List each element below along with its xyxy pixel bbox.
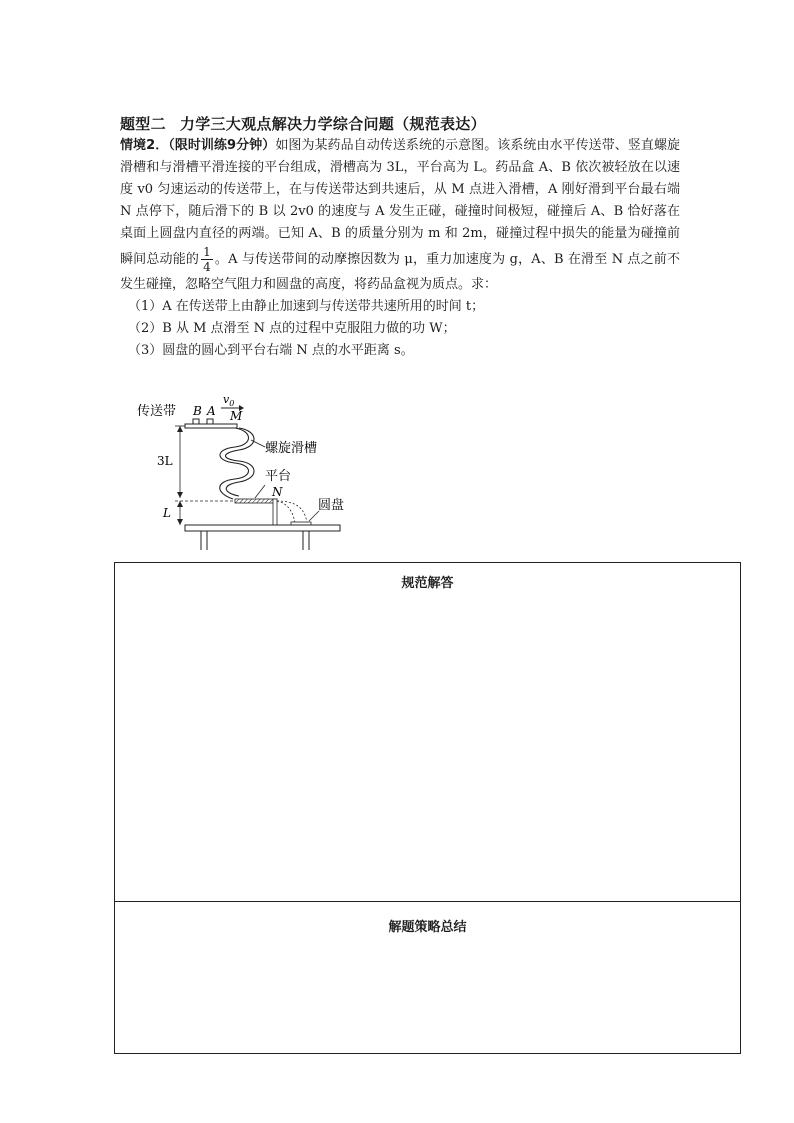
- answer-writing-area[interactable]: [115, 591, 740, 852]
- table-top: [185, 525, 340, 531]
- energy-loss-fraction: [201, 245, 213, 274]
- box-a: [207, 419, 213, 424]
- chute-label: 螺旋滑槽: [265, 441, 318, 456]
- arrow-down-3l: [177, 492, 183, 498]
- point-n-label: N: [272, 485, 283, 499]
- trajectory-b: [277, 501, 307, 523]
- question-3: （3）圆盘的圆心到平台右端 N 点的水平距离 s。: [128, 343, 414, 358]
- disc-label: 圆盘: [318, 498, 345, 513]
- conveyor-belt: [185, 424, 237, 428]
- box-b: [193, 419, 199, 424]
- platform-support: [273, 499, 277, 525]
- problem-body: [120, 135, 680, 296]
- answer-box-title: 规范解答: [401, 576, 454, 591]
- box-a-label: A: [207, 404, 216, 418]
- platform-label: 平台: [265, 469, 292, 484]
- fraction-numerator: 1: [203, 245, 211, 259]
- trajectory-a: [277, 501, 295, 523]
- point-m-label: M: [230, 409, 243, 423]
- box-b-label: B: [193, 404, 202, 418]
- box-divider-left: [114, 854, 115, 901]
- summary-box-title: 解题策略总结: [388, 920, 467, 935]
- platform-pointer: [255, 485, 265, 498]
- answer-box[interactable]: [114, 562, 741, 854]
- problem-text-1: 如图为某药品自动传送系统的示意图。该系统由水平传送带、竖直螺旋滑槽和与滑槽平滑连接的平台组成，滑槽高为 3L，平台高为 L。药品盒 A、B 依次被轻放在以速度 v0 匀速运动的传送带上，在与传送带达到共速后，从 M 点进入滑槽，A 刚好滑到平台最右端 N 点停下，随后滑下的 B 以 2v0 的速度与 A 发生正碰，碰撞时间极短，碰撞后 A、B 恰好落在桌面上圆盘内直径的两端。已知 A、B 的质量分别为 m 和 2m，碰撞过程中损失的能量为碰撞前瞬间总动能的: [120, 138, 680, 267]
- height-3l-label: 3L: [157, 454, 173, 468]
- heading-type: 题型二: [120, 115, 166, 133]
- summary-box[interactable]: [114, 901, 741, 1054]
- spiral-chute-outer: [220, 428, 249, 499]
- velocity-label: $v_0$: [223, 395, 235, 408]
- section-heading: [120, 113, 486, 134]
- arrow-up-l: [177, 501, 183, 507]
- system-diagram: [135, 395, 365, 555]
- platform: [235, 499, 277, 503]
- fraction-denominator: 4: [203, 260, 211, 274]
- problem-label: 情境2．（限时训练9分钟）: [120, 138, 276, 153]
- question-2: （2）B 从 M 点滑至 N 点的过程中克服阻力做的功 W；: [128, 321, 456, 336]
- box-divider-right: [740, 854, 741, 901]
- problem-text-2: 。A 与传送带间的动摩擦因数为 μ，重力加速度为 g，A、B 在滑至 N 点之前不发生碰撞，忽略空气阻力和圆盘的高度，将药品盒视为质点。求：: [120, 252, 680, 292]
- arrow-down-l: [177, 519, 183, 525]
- heading-title: 力学三大观点解决力学综合问题（规范表达）: [179, 115, 486, 133]
- belt-label: 传送带: [137, 404, 177, 419]
- question-1: （1）A 在传送带上由静止加速到与传送带共速所用的时间 t；: [128, 299, 485, 314]
- arrow-up-3l: [177, 426, 183, 432]
- height-l-label: L: [163, 506, 171, 520]
- problem-statement: [120, 135, 680, 362]
